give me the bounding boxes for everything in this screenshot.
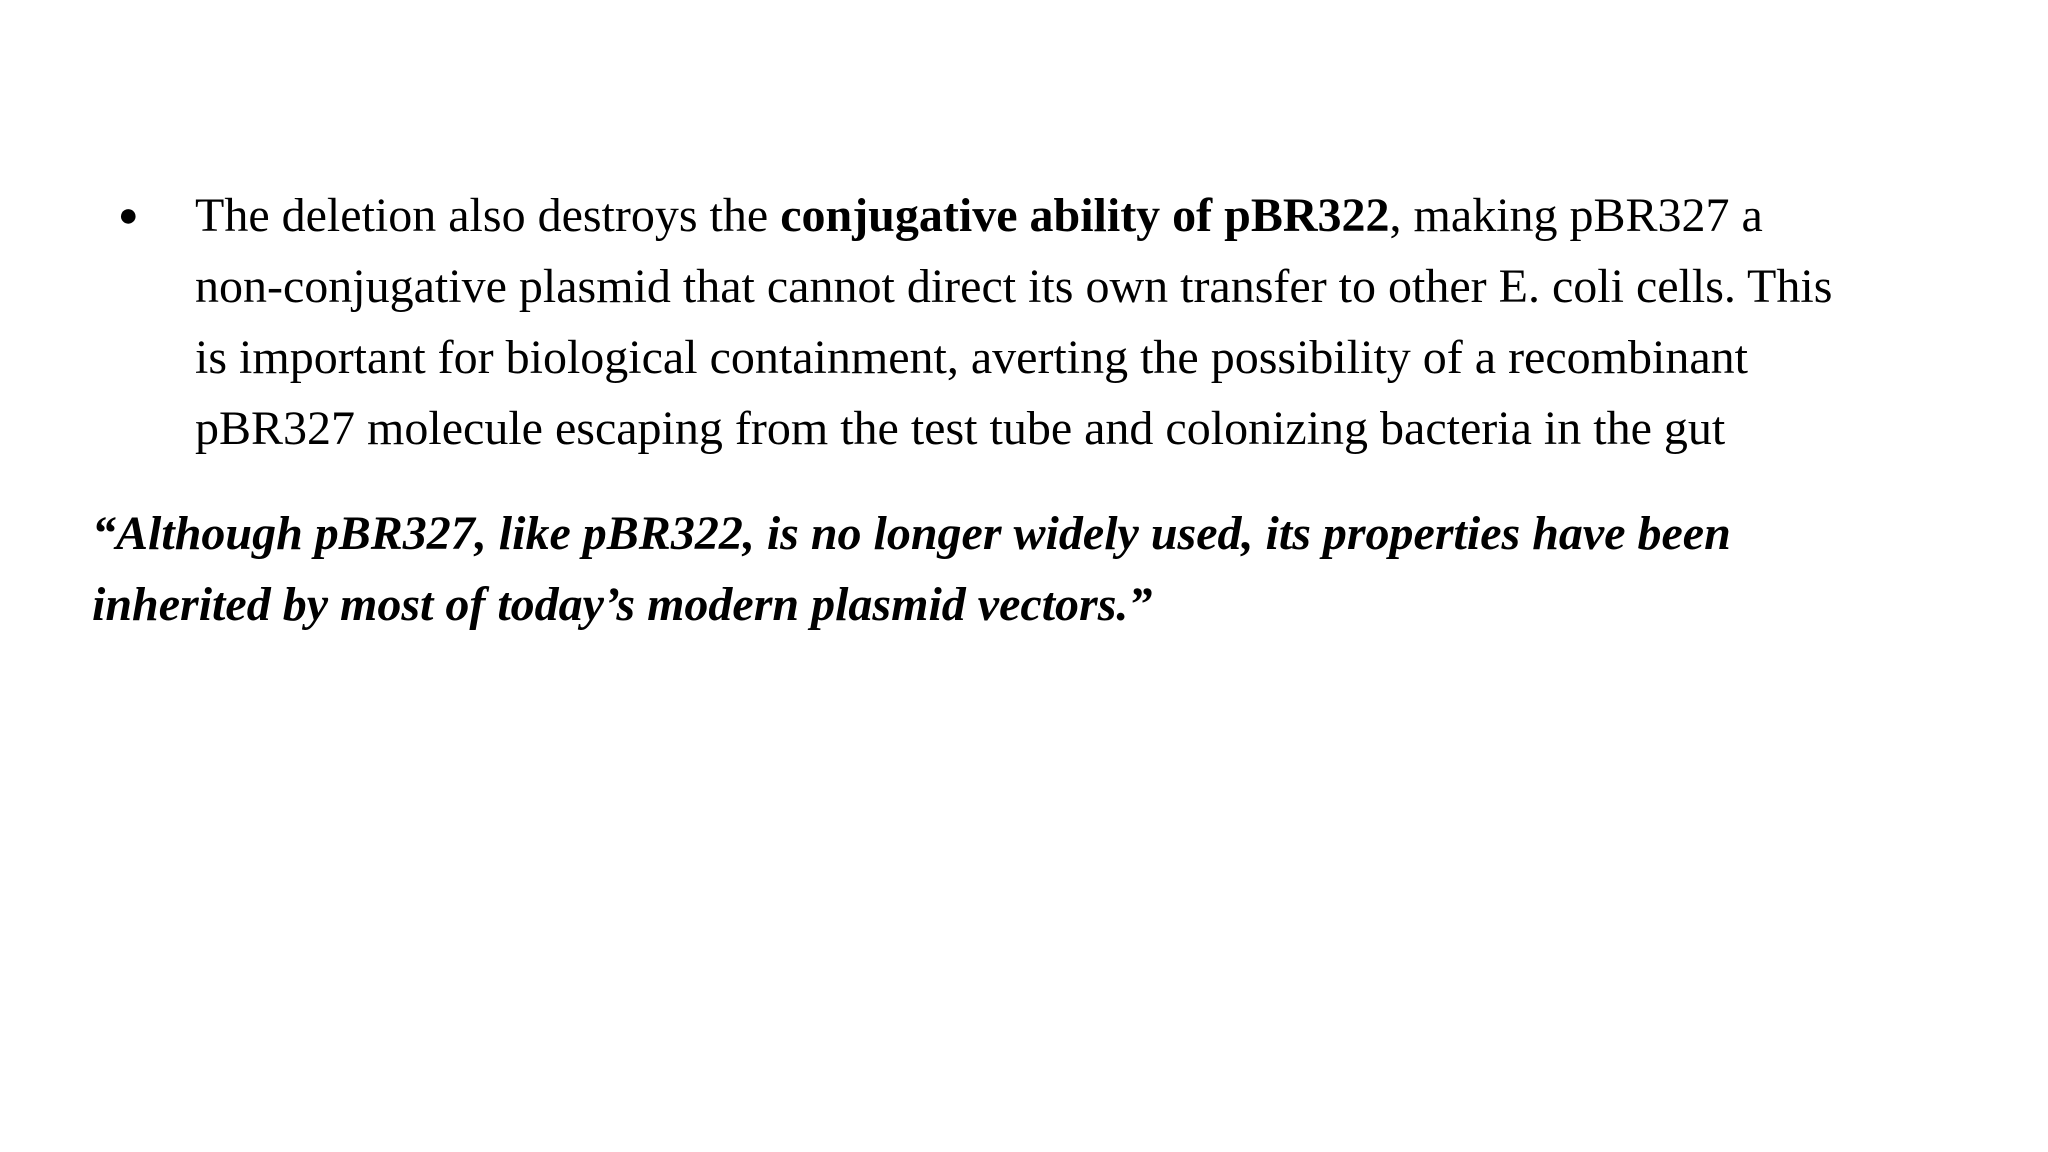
bullet-marker: ● [118, 197, 139, 234]
bullet-list [110, 180, 1990, 464]
bullet-line-1-bold: conjugative ability of pBR322 [780, 189, 1390, 242]
quote-line-2: inherited by most of today’s modern plasmid vectors.” [92, 578, 1153, 631]
bullet-line-1-pre: The deletion also destroys the [195, 189, 781, 242]
bullet-line-1-post: , making pBR327 a [1389, 189, 1763, 242]
bullet-line-3: is important for biological containment, averting the possibility of a recombinant [195, 331, 1748, 384]
bullet-text [195, 180, 1990, 464]
quote-line-1: “Although pBR327, like pBR322, is no longer widely used, its properties have been [92, 507, 1731, 560]
bullet-line-4: pBR327 molecule escaping from the test tube and colonizing bacteria in the gut [195, 402, 1726, 455]
bullet-line-1 [195, 180, 1990, 251]
quote [92, 498, 1972, 640]
bullet-item [110, 180, 1990, 464]
bullet-line-2: non-conjugative plasmid that cannot direct its own transfer to other E. coli cells. This [195, 260, 1833, 313]
